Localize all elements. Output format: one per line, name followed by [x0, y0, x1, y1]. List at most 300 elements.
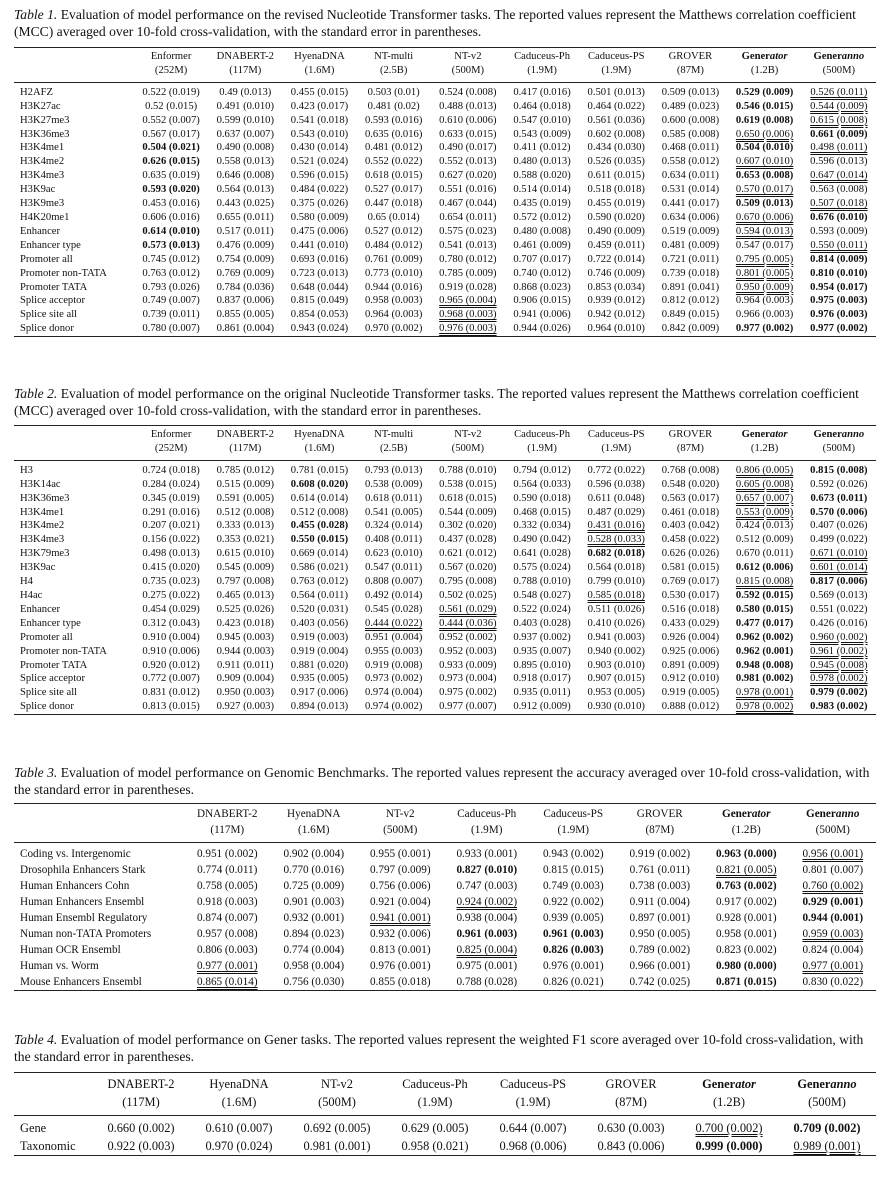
table-cell: 0.517 (0.011): [216, 225, 274, 237]
table-cell: 0.426 (0.016): [810, 617, 868, 629]
table-cell: 0.813 (0.015): [142, 701, 200, 713]
table-cell: 0.552 (0.013): [439, 156, 497, 168]
table-cell: 0.515 (0.009): [216, 478, 274, 490]
column-header-size: (1.9M): [417, 1095, 453, 1109]
column-header-size: (1.9M): [471, 824, 503, 836]
table-cell: 0.902 (0.004): [283, 848, 345, 860]
table-row: [14, 589, 876, 603]
table-cell: 0.758 (0.005): [196, 880, 258, 892]
table-cell: 0.897 (0.001): [629, 912, 691, 924]
table-cell: 0.561 (0.036): [587, 114, 645, 126]
table-cell: 0.424 (0.013): [735, 520, 794, 532]
table-cell: 0.894 (0.013): [290, 701, 349, 713]
table-cell: 0.976 (0.003): [810, 309, 868, 321]
column-header-size: (1.6M): [304, 64, 335, 76]
table-cell: 0.806 (0.003): [196, 944, 258, 956]
column-header-model: Caduceus-Ph: [402, 1077, 468, 1091]
table-cell: 0.585 (0.008): [661, 128, 720, 140]
column-header-size: (1.2B): [750, 442, 779, 454]
table-cell: 0.614 (0.014): [290, 492, 349, 504]
table-cell: 0.415 (0.020): [142, 562, 200, 574]
table-cell: 0.408 (0.011): [365, 534, 423, 546]
table-cell: 0.447 (0.018): [364, 198, 423, 210]
table-cell: 0.614 (0.010): [142, 225, 200, 237]
table-cell: 0.960 (0.002): [810, 631, 868, 643]
table-cell: 0.976 (0.001): [542, 960, 604, 972]
table-cell: 0.944 (0.026): [513, 323, 571, 335]
row-task-label: Taxonomic: [20, 1139, 76, 1153]
table-cell: 0.648 (0.044): [290, 281, 349, 293]
table-cell: 0.784 (0.036): [216, 281, 274, 293]
column-header-model: DNABERT-2: [107, 1077, 175, 1091]
table-cell: 0.739 (0.018): [661, 267, 720, 279]
table-cell: 0.788 (0.010): [513, 576, 571, 588]
table-cell: 0.966 (0.003): [735, 309, 794, 321]
row-task-label: Coding vs. Intergenomic: [20, 848, 131, 860]
table-cell: 0.564 (0.011): [290, 589, 348, 601]
row-task-label: Numan non-TATA Promoters: [20, 928, 152, 940]
table-cell: 0.551 (0.022): [810, 603, 868, 615]
table-cell: 0.538 (0.009): [364, 478, 423, 490]
table-cell: 0.794 (0.012): [513, 464, 571, 476]
table-cell: 0.979 (0.002): [810, 687, 868, 699]
table-cell: 0.592 (0.015): [735, 589, 794, 601]
row-task-label: H4K20me1: [20, 211, 70, 223]
table-cell: 0.591 (0.005): [216, 492, 274, 504]
table-cell: 0.853 (0.034): [587, 281, 645, 293]
table-cell: 0.302 (0.020): [439, 520, 497, 532]
table-cell: 0.826 (0.003): [542, 944, 604, 956]
table-cell: 0.788 (0.010): [439, 464, 497, 476]
table-cell: 0.570 (0.006): [810, 506, 868, 518]
table-cell: 0.955 (0.001): [369, 848, 431, 860]
table-row: [14, 910, 876, 926]
table-cell: 0.547 (0.017): [735, 239, 794, 251]
table-cell: 0.464 (0.018): [513, 100, 571, 112]
table-cell: 0.670 (0.006): [735, 211, 794, 223]
table-cell: 0.964 (0.010): [587, 323, 645, 335]
table-cell: 0.475 (0.006): [290, 225, 349, 237]
table-cell: 0.561 (0.029): [439, 603, 497, 615]
table-cell: 0.207 (0.021): [142, 520, 200, 532]
table-cell: 0.593 (0.009): [810, 225, 868, 237]
table-cell: 0.747 (0.003): [456, 880, 518, 892]
table-row: [14, 659, 876, 673]
table-cell: 0.676 (0.010): [810, 211, 868, 223]
column-header-model: NT-v2: [385, 808, 415, 820]
row-task-label: H3K27ac: [20, 100, 61, 112]
table-cell: 0.941 (0.003): [587, 631, 645, 643]
table-cell: 0.606 (0.016): [142, 211, 200, 223]
table-cell: 0.868 (0.023): [513, 281, 571, 293]
table1: [14, 47, 876, 337]
table-cell: 0.761 (0.009): [364, 253, 423, 265]
table-cell: 0.52 (0.015): [145, 100, 198, 112]
table-row: [14, 1137, 876, 1156]
table-cell: 0.917 (0.002): [715, 896, 777, 908]
table-cell: 0.324 (0.014): [364, 520, 423, 532]
table-row: [14, 942, 876, 958]
table-cell: 0.504 (0.021): [142, 142, 200, 154]
column-header-size: (1.2B): [712, 1095, 745, 1109]
table-cell: 0.543 (0.010): [290, 128, 349, 140]
table-cell: 0.940 (0.002): [587, 645, 645, 657]
table-cell: 0.443 (0.025): [216, 198, 274, 210]
table-cell: 0.722 (0.014): [587, 253, 645, 265]
column-header-size: (500M): [822, 442, 856, 454]
table-cell: 0.353 (0.021): [216, 534, 274, 546]
table1-caption: [14, 6, 876, 40]
table-cell: 0.973 (0.004): [439, 673, 497, 685]
table-cell: 0.937 (0.002): [513, 631, 571, 643]
table-cell: 0.312 (0.043): [142, 617, 200, 629]
table-cell: 0.922 (0.002): [542, 896, 604, 908]
table-cell: 0.521 (0.024): [290, 156, 349, 168]
table-cell: 0.618 (0.015): [364, 170, 423, 182]
row-task-label: Gene: [20, 1121, 47, 1135]
table-cell: 0.797 (0.008): [216, 576, 274, 588]
table-cell: 0.596 (0.038): [587, 478, 645, 490]
column-header-size: (1.9M): [527, 64, 557, 76]
table-cell: 0.527 (0.017): [364, 184, 423, 196]
table-cell: 0.570 (0.017): [735, 184, 794, 196]
table-cell: 0.749 (0.003): [542, 880, 604, 892]
row-task-label: Promoter TATA: [20, 281, 88, 293]
table-cell: 0.756 (0.006): [369, 880, 431, 892]
table-cell: 0.903 (0.010): [587, 659, 645, 671]
table-cell: 0.657 (0.007): [735, 492, 794, 504]
table-cell: 0.932 (0.006): [369, 928, 431, 940]
row-task-label: Splice donor: [20, 323, 74, 335]
table-row: [14, 974, 876, 991]
table-cell: 0.615 (0.010): [216, 548, 274, 560]
table-cell: 0.966 (0.001): [629, 960, 691, 972]
table-cell: 0.520 (0.031): [290, 603, 349, 615]
table-cell: 0.629 (0.005): [401, 1121, 469, 1135]
column-header-model: NT-v2: [321, 1077, 353, 1091]
column-header-size: (1.2B): [731, 824, 761, 836]
column-header-model: Caduceus-PS: [587, 429, 645, 440]
column-header-size: (1.9M): [557, 824, 589, 836]
table-cell: 0.692 (0.005): [303, 1121, 371, 1135]
table-cell: 0.403 (0.028): [513, 617, 571, 629]
table-cell: 0.944 (0.001): [802, 912, 864, 924]
row-task-label: H3K9ac: [20, 184, 56, 196]
table-cell: 0.590 (0.018): [513, 492, 571, 504]
table-cell: 0.941 (0.001): [369, 912, 431, 924]
table-cell: 0.454 (0.029): [142, 603, 200, 615]
table-cell: 0.707 (0.017): [513, 253, 571, 265]
table-row: [14, 958, 876, 974]
table-cell: 0.910 (0.006): [142, 645, 200, 657]
table-cell: 0.291 (0.016): [142, 506, 200, 518]
table-cell: 0.65 (0.014): [367, 211, 420, 223]
row-task-label: H3K27me3: [20, 114, 70, 126]
table-cell: 0.345 (0.019): [142, 492, 200, 504]
table-cell: 0.599 (0.010): [216, 114, 274, 126]
table-cell: 0.546 (0.015): [735, 100, 794, 112]
table-cell: 0.738 (0.003): [629, 880, 691, 892]
table-cell: 0.516 (0.018): [661, 603, 720, 615]
table-cell: 0.865 (0.014): [196, 976, 258, 988]
table-cell: 0.930 (0.010): [587, 701, 645, 713]
table-cell: 0.544 (0.009): [439, 506, 497, 518]
column-header-model: Caduceus-PS: [587, 51, 645, 62]
table-cell: 0.592 (0.026): [810, 478, 868, 490]
column-header-model: Enformer: [150, 429, 192, 440]
table-cell: 0.958 (0.001): [715, 928, 777, 940]
table-cell: 0.815 (0.015): [542, 864, 604, 876]
table-cell: 0.468 (0.011): [661, 142, 719, 154]
table-cell: 0.910 (0.004): [142, 631, 200, 643]
table-cell: 0.837 (0.006): [216, 295, 274, 307]
column-header-model: Caduceus-Ph: [514, 51, 570, 62]
table-cell: 0.444 (0.036): [439, 617, 497, 629]
table-cell: 0.607 (0.010): [735, 156, 794, 168]
row-task-label: Promoter TATA: [20, 659, 88, 671]
table-cell: 0.563 (0.017): [661, 492, 720, 504]
table-cell: 0.509 (0.013): [735, 198, 794, 210]
row-task-label: Splice acceptor: [20, 673, 86, 685]
table-cell: 0.514 (0.014): [513, 184, 571, 196]
table-cell: 0.843 (0.006): [597, 1139, 665, 1153]
table-cell: 0.527 (0.012): [364, 225, 423, 237]
table-cell: 0.817 (0.006): [810, 576, 868, 588]
table-cell: 0.512 (0.009): [735, 534, 794, 546]
table-cell: 0.981 (0.001): [303, 1139, 371, 1153]
table-cell: 0.935 (0.005): [290, 673, 349, 685]
table-cell: 0.952 (0.003): [439, 645, 497, 657]
table-cell: 0.682 (0.018): [587, 548, 645, 560]
table-cell: 0.646 (0.008): [216, 170, 274, 182]
table-cell: 0.950 (0.009): [735, 281, 794, 293]
column-header-model: DNABERT-2: [197, 808, 258, 820]
table-cell: 0.481 (0.009): [661, 239, 720, 251]
table-cell: 0.490 (0.008): [216, 142, 274, 154]
column-header-model: DNABERT-2: [216, 51, 274, 62]
table-cell: 0.476 (0.009): [216, 239, 274, 251]
table-cell: 0.498 (0.013): [142, 548, 200, 560]
table-cell: 0.601 (0.014): [810, 562, 868, 574]
row-task-label: Promoter non-TATA: [20, 267, 107, 279]
row-task-label: Promoter all: [20, 253, 73, 265]
table-cell: 0.907 (0.015): [587, 673, 645, 685]
table-cell: 0.552 (0.022): [364, 156, 423, 168]
table-cell: 0.480 (0.008): [513, 225, 571, 237]
table-cell: 0.962 (0.001): [735, 645, 794, 657]
row-task-label: H3K4me1: [20, 142, 65, 154]
table-cell: 0.789 (0.002): [629, 944, 691, 956]
table-cell: 0.564 (0.013): [216, 184, 274, 196]
row-task-label: Splice site all: [20, 309, 78, 321]
table-cell: 0.529 (0.009): [735, 86, 794, 98]
table-cell: 0.434 (0.030): [587, 142, 645, 154]
table-cell: 0.976 (0.003): [439, 323, 497, 335]
table-cell: 0.975 (0.001): [456, 960, 518, 972]
row-task-label: Human Enhancers Cohn: [20, 880, 130, 892]
table-cell: 0.830 (0.022): [802, 976, 864, 988]
row-task-label: Human OCR Ensembl: [20, 944, 121, 956]
table-cell: 0.769 (0.017): [661, 576, 720, 588]
table-cell: 0.477 (0.017): [735, 617, 794, 629]
table-cell: 0.526 (0.011): [810, 86, 868, 98]
row-task-label: H4ac: [20, 589, 43, 601]
table-cell: 0.962 (0.002): [735, 631, 794, 643]
table-cell: 0.939 (0.012): [587, 295, 645, 307]
table-cell: 0.437 (0.028): [439, 534, 497, 546]
table-cell: 0.524 (0.008): [439, 86, 497, 98]
table-cell: 0.956 (0.001): [802, 848, 864, 860]
table-cell: 0.975 (0.003): [810, 295, 868, 307]
table-cell: 0.600 (0.008): [661, 114, 720, 126]
table-cell: 0.156 (0.022): [142, 534, 200, 546]
row-task-label: H3K4me2: [20, 156, 65, 168]
table-cell: 0.441 (0.017): [661, 198, 720, 210]
table-cell: 0.919 (0.005): [661, 687, 720, 699]
table-cell: 0.544 (0.009): [810, 100, 868, 112]
table-cell: 0.650 (0.006): [735, 128, 794, 140]
row-task-label: H3K4me3: [20, 170, 65, 182]
table-cell: 0.660 (0.002): [107, 1121, 175, 1135]
column-header-size: (500M): [815, 824, 850, 836]
table-cell: 0.611 (0.015): [587, 170, 645, 182]
row-task-label: Human Enhancers Ensembl: [20, 896, 145, 908]
column-header-model: HyenaDNA: [294, 51, 345, 62]
row-task-label: Promoter all: [20, 631, 73, 643]
table-cell: 0.912 (0.010): [661, 673, 720, 685]
table-cell: 0.921 (0.004): [369, 896, 431, 908]
table-cell: 0.586 (0.021): [290, 562, 349, 574]
table-cell: 0.619 (0.008): [735, 114, 794, 126]
table-cell: 0.417 (0.016): [513, 86, 571, 98]
column-header-model: Enformer: [150, 51, 192, 62]
table-cell: 0.815 (0.008): [735, 576, 794, 588]
table-cell: 0.502 (0.025): [439, 589, 497, 601]
row-task-label: H3K9ac: [20, 562, 56, 574]
table-cell: 0.444 (0.022): [364, 617, 423, 629]
table2: [14, 425, 876, 715]
column-header-model: NT-v2: [454, 429, 482, 440]
table-cell: 0.721 (0.011): [661, 253, 719, 265]
table-cell: 0.563 (0.008): [810, 184, 868, 196]
table-cell: 0.977 (0.001): [196, 960, 258, 972]
table3-caption-text: Evaluation of model performance on Genomic Benchmarks. The reported values represent the accuracy averaged over 10-fold cross-validation, with the standard error in parentheses.: [14, 765, 870, 797]
table-row: [14, 603, 876, 617]
table-cell: 0.978 (0.002): [735, 701, 794, 713]
table-cell: 0.633 (0.015): [439, 128, 497, 140]
table-cell: 0.550 (0.011): [810, 239, 868, 251]
table-cell: 0.826 (0.021): [542, 976, 604, 988]
table-cell: 0.507 (0.018): [810, 198, 868, 210]
table-cell: 0.525 (0.026): [216, 603, 274, 615]
table-cell: 0.653 (0.008): [735, 170, 794, 182]
column-header-model: Generator: [722, 808, 771, 820]
table-cell: 0.974 (0.004): [364, 687, 423, 699]
table-cell: 0.793 (0.013): [364, 464, 423, 476]
column-header-model: GROVER: [636, 808, 683, 820]
table-row: [14, 575, 876, 589]
table-row: [14, 225, 876, 239]
table-cell: 0.410 (0.026): [587, 617, 645, 629]
column-header-model: Caduceus-Ph: [514, 429, 570, 440]
table-row: [14, 519, 876, 533]
table3-caption: [14, 764, 876, 798]
table-cell: 0.275 (0.022): [142, 589, 200, 601]
table-cell: 0.626 (0.015): [142, 156, 200, 168]
table-row: [14, 672, 876, 686]
table-cell: 0.489 (0.023): [661, 100, 720, 112]
table-cell: 0.871 (0.015): [715, 976, 777, 988]
row-task-label: H2AFZ: [20, 86, 53, 98]
column-header-model: HyenaDNA: [294, 429, 345, 440]
table-cell: 0.403 (0.056): [290, 617, 349, 629]
table-cell: 0.590 (0.020): [587, 211, 645, 223]
table-cell: 0.423 (0.018): [216, 617, 274, 629]
column-header-size: (1.6M): [304, 442, 335, 454]
column-header-model: HyenaDNA: [287, 808, 341, 820]
table-cell: 0.911 (0.011): [217, 659, 274, 671]
table-cell: 0.918 (0.017): [513, 673, 571, 685]
table2-label: Table 2.: [14, 386, 58, 401]
table-cell: 0.519 (0.009): [661, 225, 720, 237]
table1-block: [14, 6, 876, 40]
column-header-size: (87M): [615, 1095, 647, 1109]
table-cell: 0.793 (0.026): [142, 281, 200, 293]
table-row: [14, 878, 876, 894]
table-row: [14, 894, 876, 910]
table-cell: 0.547 (0.011): [365, 562, 423, 574]
table-cell: 0.831 (0.012): [142, 687, 200, 699]
table-cell: 0.580 (0.009): [290, 211, 349, 223]
table-row: [14, 926, 876, 942]
table-cell: 0.403 (0.042): [661, 520, 720, 532]
table-cell: 0.593 (0.016): [364, 114, 423, 126]
table-cell: 0.634 (0.011): [661, 170, 719, 182]
table-cell: 0.944 (0.003): [216, 645, 274, 657]
row-task-label: Splice acceptor: [20, 295, 86, 307]
table1-caption-text: Evaluation of model performance on the revised Nucleotide Transformer tasks. The reported values represent the Matthews correlation coefficient (MCC) averaged over 10-fold cross-validation, with the standard error in parentheses.: [14, 7, 856, 39]
table-cell: 0.593 (0.020): [142, 184, 200, 196]
column-header-model: GROVER: [668, 51, 713, 62]
table-cell: 0.955 (0.003): [364, 645, 423, 657]
table-cell: 0.978 (0.001): [735, 687, 794, 699]
table-cell: 0.942 (0.012): [587, 309, 645, 321]
table-cell: 0.842 (0.009): [661, 323, 720, 335]
table-row: [14, 294, 876, 308]
table-cell: 0.522 (0.019): [142, 86, 200, 98]
column-header-size: (500M): [383, 824, 418, 836]
table-cell: 0.709 (0.002): [793, 1121, 861, 1135]
table-cell: 0.411 (0.012): [513, 142, 571, 154]
table-cell: 0.772 (0.022): [587, 464, 645, 476]
table-cell: 0.894 (0.023): [283, 928, 345, 940]
table2-caption: [14, 385, 876, 419]
column-header-size: (1.9M): [601, 64, 632, 76]
column-header-size: (500M): [318, 1095, 356, 1109]
table-cell: 0.498 (0.011): [810, 142, 868, 154]
table-cell: 0.548 (0.020): [661, 478, 720, 490]
table-row: [14, 169, 876, 183]
column-header-size: (117M): [229, 64, 262, 76]
table-cell: 0.575 (0.023): [439, 225, 497, 237]
table-cell: 0.948 (0.008): [735, 659, 794, 671]
table-cell: 0.641 (0.028): [513, 548, 571, 560]
table-cell: 0.774 (0.011): [197, 864, 258, 876]
table-cell: 0.763 (0.002): [715, 880, 777, 892]
table-cell: 0.780 (0.007): [142, 323, 200, 335]
table-cell: 0.945 (0.008): [810, 659, 868, 671]
table-cell: 0.637 (0.007): [216, 128, 274, 140]
